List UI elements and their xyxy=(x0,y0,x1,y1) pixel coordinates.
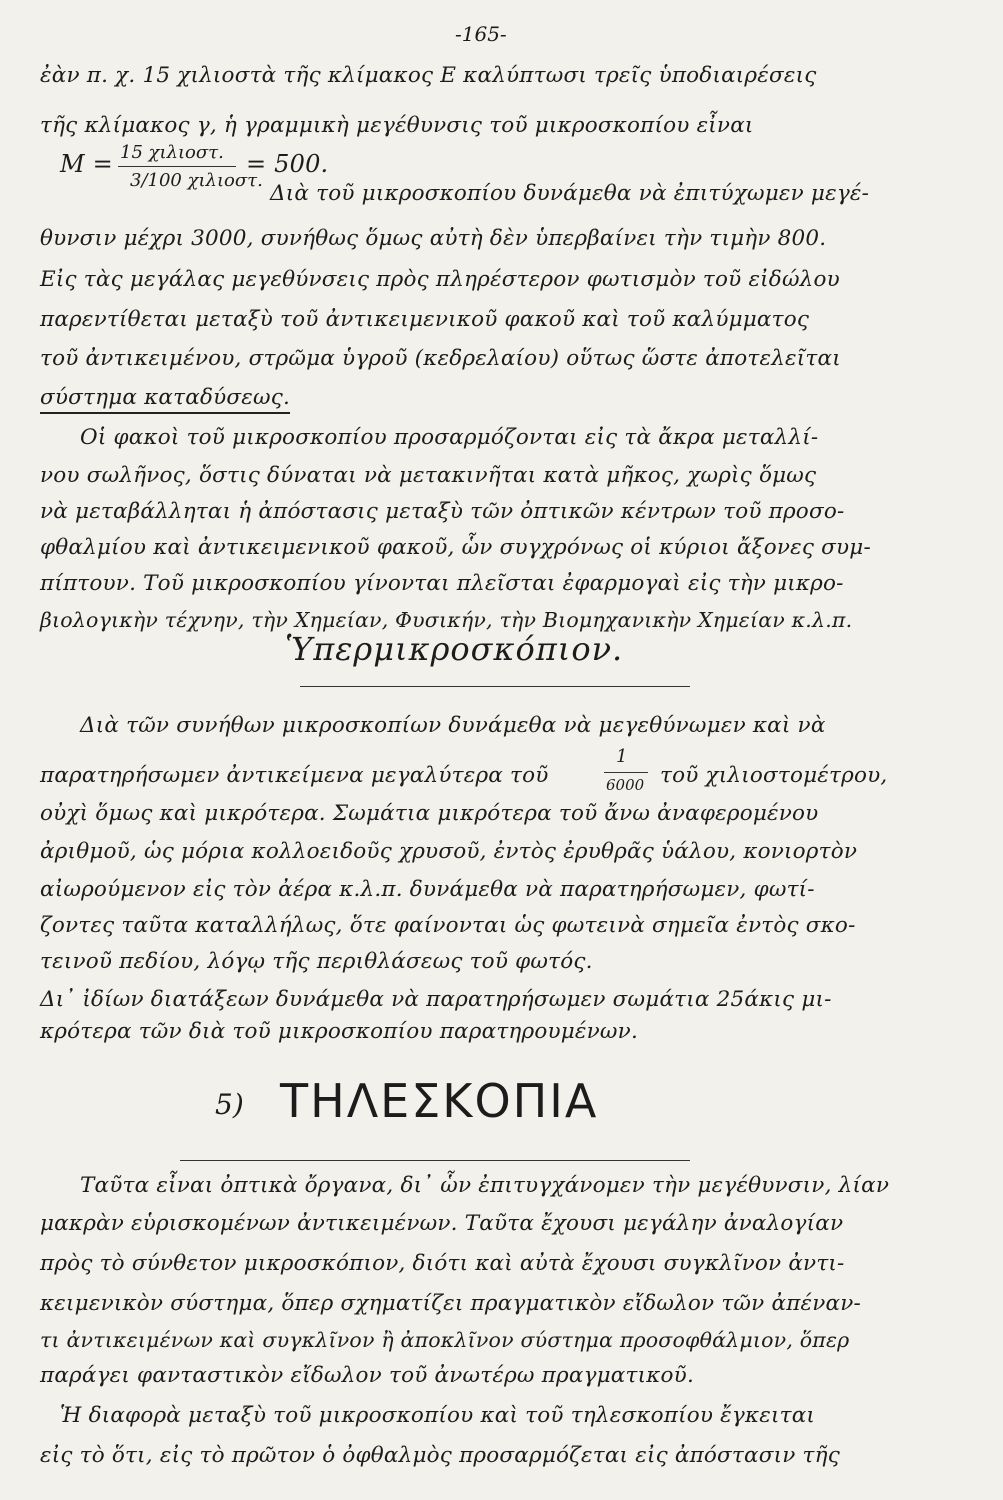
underlined-term: σύστημα καταδύσεως. xyxy=(40,385,290,414)
text-line: πίπτουν. Τοῦ μικροσκοπίου γίνονται πλεῖσται ἐφαρμογαὶ εἰς τὴν μικρο- xyxy=(40,571,844,596)
heading-rule xyxy=(180,1160,690,1161)
formula-result: = 500. xyxy=(246,150,329,178)
section-number: 5) xyxy=(215,1088,244,1121)
text-line: κρότερα τῶν διὰ τοῦ μικροσκοπίου παρατηρουμένων. xyxy=(40,1019,638,1044)
text-line: Ἡ διαφορὰ μεταξὺ τοῦ μικροσκοπίου καὶ τοῦ τηλεσκοπίου ἔγκειται xyxy=(60,1403,816,1428)
section-heading-telescopes: ΤΗΛΕΣΚΟΠΙΑ xyxy=(280,1074,599,1128)
text-line: Διὰ τῶν συνήθων μικροσκοπίων δυνάμεθα νὰ μεγεθύνωμεν καὶ νὰ xyxy=(80,713,826,738)
text-line: μακρὰν εὑρισκομένων ἀντικειμένων. Ταῦτα ἔχουσι μεγάλην ἀναλογίαν xyxy=(40,1211,844,1236)
text-line xyxy=(40,384,963,412)
heading-rule xyxy=(300,686,690,687)
size-fraction-denominator: 6000 xyxy=(606,776,645,794)
text-line: νου σωλῆνος, ὅστις δύναται νὰ μετακινῆται κατὰ μῆκος, χωρὶς ὅμως xyxy=(40,463,817,488)
fraction-numerator: 15 χιλιοστ. xyxy=(120,142,224,163)
text-line: βιολογικὴν τέχνην, τὴν Χημείαν, Φυσικήν, τὴν Βιομηχανικὴν Χημείαν κ.λ.π. xyxy=(40,608,853,632)
text-line: κειμενικὸν σύστημα, ὅπερ σχηματίζει πραγματικὸν εἴδωλον τῶν ἀπέναν- xyxy=(40,1291,861,1316)
fraction-bar xyxy=(118,166,236,167)
text-line: Δι᾿ ἰδίων διατάξεων δυνάμεθα νὰ παρατηρήσωμεν σωμάτια 25άκις μι- xyxy=(40,987,832,1012)
size-fraction-bar xyxy=(604,772,648,773)
formula-m-label: Μ = xyxy=(60,150,113,178)
text-line: Διὰ τοῦ μικροσκοπίου δυνάμεθα νὰ ἐπιτύχωμεν μεγέ- xyxy=(270,181,870,206)
text-line: τεινοῦ πεδίου, λόγῳ τῆς περιθλάσεως τοῦ φωτός. xyxy=(40,949,593,974)
text-line: τι ἀντικειμένων καὶ συγκλῖνον ἢ ἀποκλῖνον σύστημα προσοφθάλμιον, ὅπερ xyxy=(40,1328,850,1352)
text-line: ἐὰν π. χ. 15 χιλιοστὰ τῆς κλίμακος Ε καλύπτωσι τρεῖς ὑποδιαιρέσεις xyxy=(40,63,817,88)
text-line: ἀριθμοῦ, ὡς μόρια κολλοειδοῦς χρυσοῦ, ἐντὸς ἐρυθρᾶς ὑάλου, κονιορτὸν xyxy=(40,839,858,864)
text-line: νὰ μεταβάλληται ἡ ἀπόστασις μεταξὺ τῶν ὀπτικῶν κέντρων τοῦ προσο- xyxy=(40,499,845,524)
size-fraction-numerator: 1 xyxy=(616,746,628,767)
text-line: Οἱ φακοὶ τοῦ μικροσκοπίου προσαρμόζονται εἰς τὰ ἄκρα μεταλλί- xyxy=(80,425,819,450)
section-heading-ultramicroscope: Ὑπερμικροσκόπιον. xyxy=(285,630,624,668)
text-line: παρατηρήσωμεν ἀντικείμενα μεγαλύτερα τοῦ xyxy=(40,763,549,788)
text-line: φθαλμίου καὶ ἀντικειμενικοῦ φακοῦ, ὧν συγχρόνως οἱ κύριοι ἄξονες συμ- xyxy=(40,535,871,560)
text-line: Ταῦτα εἶναι ὀπτικὰ ὄργανα, δι᾿ ὧν ἐπιτυγχάνομεν τὴν μεγέθυνσιν, λίαν xyxy=(80,1173,890,1198)
text-line: παρεντίθεται μεταξὺ τοῦ ἀντικειμενικοῦ φακοῦ καὶ τοῦ καλύμματος xyxy=(40,307,810,332)
text-line: τοῦ χιλιοστομέτρου, xyxy=(660,763,888,788)
text-line: θυνσιν μέχρι 3000, συνήθως ὅμως αὐτὴ δὲν ὑπερβαίνει τὴν τιμὴν 800. xyxy=(40,226,827,251)
text-line: ζοντες ταῦτα καταλλήλως, ὅτε φαίνονται ὡς φωτεινὰ σημεῖα ἐντὸς σκο- xyxy=(40,913,856,938)
fraction-denominator: 3/100 χιλιοστ. xyxy=(130,170,263,191)
text-line: εἰς τὸ ὅτι, εἰς τὸ πρῶτον ὁ ὀφθαλμὸς προσαρμόζεται εἰς ἀπόστασιν τῆς xyxy=(40,1443,840,1468)
text-line: τῆς κλίμακος γ, ἡ γραμμικὴ μεγέθυνσις τοῦ μικροσκοπίου εἶναι xyxy=(40,113,754,138)
text-line: τοῦ ἀντικειμένου, στρῶμα ὑγροῦ (κεδρελαίου) οὕτως ὥστε ἀποτελεῖται xyxy=(40,346,841,371)
text-line: αἰωρούμενον εἰς τὸν ἀέρα κ.λ.π. δυνάμεθα νὰ παρατηρήσωμεν, φωτί- xyxy=(40,877,815,902)
page-number: -165- xyxy=(455,22,507,46)
text-line: παράγει φανταστικὸν εἴδωλον τοῦ ἀνωτέρω πραγματικοῦ. xyxy=(40,1363,694,1388)
text-line: πρὸς τὸ σύνθετον μικροσκόπιον, διότι καὶ αὐτὰ ἔχουσι συγκλῖνον ἀντι- xyxy=(40,1251,845,1276)
text-line: οὐχὶ ὅμως καὶ μικρότερα. Σωμάτια μικρότερα τοῦ ἄνω ἀναφερομένου xyxy=(40,801,819,826)
text-line: Εἰς τὰς μεγάλας μεγεθύνσεις πρὸς πληρέστερον φωτισμὸν τοῦ εἰδώλου xyxy=(40,267,840,292)
